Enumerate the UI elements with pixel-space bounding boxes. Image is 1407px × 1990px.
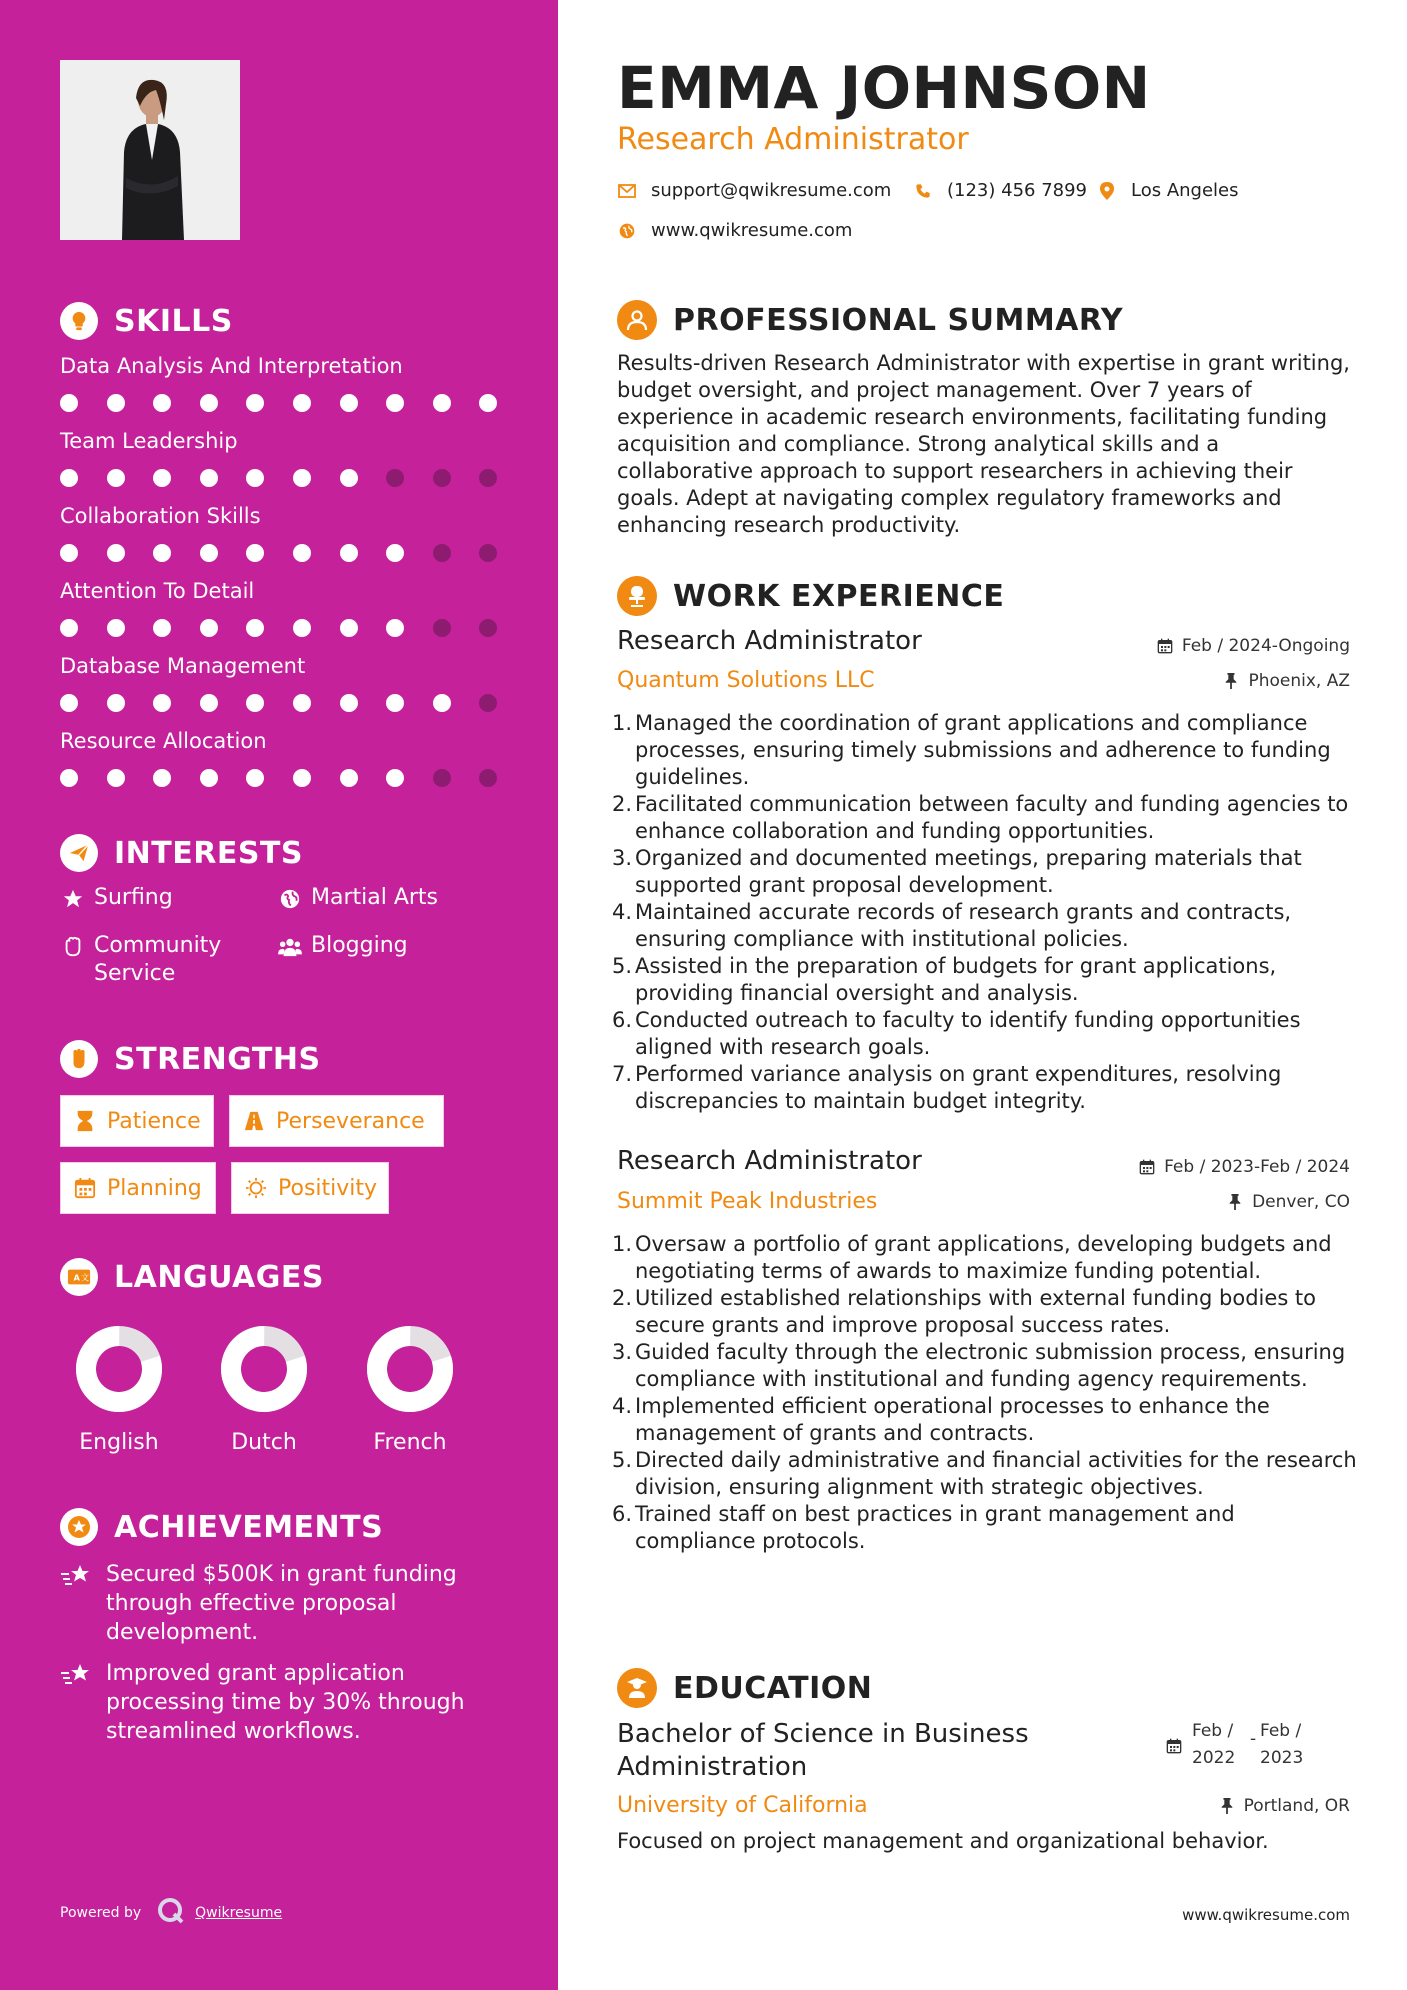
skill-name: Team Leadership: [60, 429, 238, 453]
language-donut: [367, 1326, 453, 1412]
rating-dot-filled: [107, 544, 125, 562]
job-bullet: [612, 1339, 1357, 1393]
svg-text:A: A: [73, 1272, 80, 1283]
interests-title: INTERESTS: [114, 835, 303, 871]
bullet-text: Assisted in the preparation of budgets for grant applications, providing financial oversight and analysis.: [635, 954, 1277, 1005]
calendar-icon: [1166, 1720, 1192, 1772]
rating-dot-filled: [60, 619, 78, 637]
rating-dot-filled: [107, 694, 125, 712]
bullet-text: Trained staff on best practices in grant management and compliance protocols.: [635, 1502, 1235, 1553]
rating-dot-filled: [246, 694, 264, 712]
rating-dot-filled: [386, 394, 404, 412]
qwikresume-logo-icon: [157, 1897, 185, 1929]
education-end: Feb / 2023: [1260, 1721, 1304, 1768]
job-company: Quantum Solutions LLC: [617, 668, 875, 693]
job-bullet: [612, 899, 1357, 953]
envelope-icon: [617, 181, 637, 201]
strength-label: Patience: [107, 1108, 201, 1134]
bullet-text: Implemented efficient operational processes to enhance the management of grants and contracts.: [635, 1394, 1270, 1445]
rating-dot-filled: [340, 619, 358, 637]
sidebar: [0, 0, 558, 1990]
bullet-number: 7.: [612, 1062, 633, 1086]
job-dates-text: Feb / 2023-Feb / 2024: [1164, 1157, 1350, 1177]
users-icon: [277, 934, 303, 960]
bullet-number: 2.: [612, 792, 633, 816]
bullet-text: Facilitated communication between faculty and funding agencies to enhance collaboration and funding opportunities.: [635, 792, 1349, 843]
bullet-text: Performed variance analysis on grant expenditures, resolving discrepancies to maintain budget integrity.: [635, 1062, 1282, 1113]
education-degree: Bachelor of Science in Business Administration: [617, 1719, 1029, 1782]
star-icon: [60, 886, 86, 912]
rating-dot-filled: [340, 544, 358, 562]
job-bullet: [612, 1393, 1357, 1447]
rating-dot-filled: [200, 394, 218, 412]
phone-icon: [913, 181, 933, 201]
job-dates: [1156, 636, 1350, 656]
rating-dot-filled: [200, 619, 218, 637]
rating-dot-filled: [433, 694, 451, 712]
rating-dot-filled: [200, 544, 218, 562]
language-name: English: [79, 1430, 159, 1455]
education-school: University of California: [617, 1793, 868, 1818]
rating-dot-filled: [293, 694, 311, 712]
rating-dot-filled: [479, 394, 497, 412]
rating-dot-filled: [246, 394, 264, 412]
education-heading: [617, 1668, 872, 1708]
shooting-star-icon: [60, 1661, 92, 1693]
strength-label: Planning: [107, 1175, 202, 1201]
powered-by: [60, 1897, 282, 1929]
rating-dot-filled: [200, 769, 218, 787]
job-bullet: [612, 953, 1357, 1007]
rating-dot-empty: [479, 694, 497, 712]
education-dash: -: [1250, 1729, 1257, 1749]
strength-badge: [231, 1162, 389, 1214]
bullet-number: 4.: [612, 900, 633, 924]
experience-heading: [617, 576, 1004, 616]
rating-dot-filled: [60, 694, 78, 712]
job-bullet: [612, 845, 1357, 899]
hand-icon: [60, 934, 86, 960]
skill-name: Collaboration Skills: [60, 504, 261, 528]
bullet-text: Conducted outreach to faculty to identify funding opportunities aligned with research goals.: [635, 1008, 1301, 1059]
bullet-number: 1.: [612, 711, 633, 735]
bullet-number: 3.: [612, 846, 633, 870]
contact-phone: [913, 180, 1087, 201]
rating-dot-filled: [107, 469, 125, 487]
contact-location: [1097, 180, 1239, 201]
skill-name: Data Analysis And Interpretation: [60, 354, 403, 378]
job-bullets: [612, 710, 1357, 1115]
achievement-item: [60, 1560, 500, 1647]
job-company: Summit Peak Industries: [617, 1189, 878, 1214]
achievement-text: Secured $500K in grant funding through effective proposal development.: [106, 1562, 457, 1645]
skill-rating: [60, 769, 500, 787]
briefcase-chair-icon: [617, 576, 657, 616]
skill-item: [60, 502, 500, 562]
achievements-heading: [60, 1508, 383, 1546]
bullet-text: Utilized established relationships with external funding bodies to secure grants and improve proposal success rates.: [635, 1286, 1317, 1337]
strength-badge: [229, 1095, 444, 1147]
job-bullet: [612, 1285, 1357, 1339]
lightbulb-icon: [60, 302, 98, 340]
rating-dot-filled: [153, 769, 171, 787]
interests-heading: [60, 834, 303, 872]
rating-dot-filled: [60, 394, 78, 412]
skill-rating: [60, 469, 500, 487]
rating-dot-filled: [386, 769, 404, 787]
qwikresume-link[interactable]: Qwikresume: [195, 1905, 283, 1921]
job-bullet: [612, 1501, 1357, 1555]
rating-dot-empty: [433, 544, 451, 562]
bullet-text: Organized and documented meetings, preparing materials that supported grant proposal development.: [635, 846, 1302, 897]
job-bullets: [612, 1231, 1357, 1555]
achievement-text: Improved grant application processing time by 30% through streamlined workflows.: [106, 1661, 465, 1744]
svg-text:文: 文: [80, 1272, 90, 1283]
rating-dot-filled: [246, 769, 264, 787]
strength-badge: [60, 1095, 214, 1147]
globe-icon: [617, 221, 637, 241]
rating-dot-filled: [107, 619, 125, 637]
user-icon: [617, 300, 657, 340]
rating-dot-filled: [200, 469, 218, 487]
skill-item: [60, 577, 500, 637]
language-item: [355, 1326, 465, 1455]
rating-dot-empty: [479, 769, 497, 787]
contact-email: [617, 180, 891, 201]
powered-by-text: Powered by: [60, 1905, 142, 1921]
job-bullet: [612, 1447, 1357, 1501]
paper-plane-icon: [60, 834, 98, 872]
language-donut: [221, 1326, 307, 1412]
sun-icon: [244, 1176, 268, 1200]
interest-item: [277, 884, 438, 912]
strength-badge: [60, 1162, 216, 1214]
rating-dot-empty: [433, 619, 451, 637]
rating-dot-filled: [293, 544, 311, 562]
education-title: EDUCATION: [673, 1670, 873, 1706]
rating-dot-empty: [433, 769, 451, 787]
language-item: [209, 1326, 319, 1455]
strengths-heading: [60, 1040, 321, 1078]
contact-website: [617, 220, 852, 241]
skill-rating: [60, 619, 500, 637]
bullet-number: 6.: [612, 1008, 633, 1032]
rating-dot-filled: [60, 544, 78, 562]
profile-photo: [60, 60, 240, 240]
education-location-text: Portland, OR: [1243, 1796, 1350, 1816]
rating-dot-filled: [293, 394, 311, 412]
interest-label: Martial Arts: [311, 885, 439, 910]
skill-item: [60, 652, 500, 712]
language-donut: [76, 1326, 162, 1412]
calendar-icon: [73, 1176, 97, 1200]
skill-rating: [60, 394, 500, 412]
bullet-text: Managed the coordination of grant applications and compliance processes, ensuring timely submissions and adherence to funding guidelines.: [635, 711, 1331, 789]
rating-dot-filled: [107, 769, 125, 787]
language-name: Dutch: [231, 1430, 297, 1455]
calendar-icon: [1138, 1158, 1156, 1176]
rating-dot-filled: [153, 394, 171, 412]
rating-dot-filled: [246, 469, 264, 487]
rating-dot-filled: [340, 394, 358, 412]
strengths-title: STRENGTHS: [114, 1041, 321, 1077]
job-title: Research Administrator: [617, 1146, 922, 1176]
skill-name: Resource Allocation: [60, 729, 267, 753]
summary-title: PROFESSIONAL SUMMARY: [673, 302, 1124, 338]
rating-dot-empty: [479, 544, 497, 562]
skill-name: Attention To Detail: [60, 579, 255, 603]
languages-heading: [60, 1258, 324, 1296]
star-badge-icon: [60, 1508, 98, 1546]
map-pin-icon: [1097, 181, 1117, 201]
skill-item: [60, 427, 500, 487]
candidate-role: Research Administrator: [617, 122, 969, 157]
bullet-text: Oversaw a portfolio of grant applications, developing budgets and negotiating terms of awards to maximize funding potential.: [635, 1232, 1332, 1283]
skills-title: SKILLS: [114, 303, 233, 339]
skill-item: [60, 727, 500, 787]
rating-dot-filled: [246, 619, 264, 637]
languages-title: LANGUAGES: [114, 1259, 324, 1295]
calendar-icon: [1156, 637, 1174, 655]
skill-item: [60, 352, 500, 412]
strength-label: Positivity: [278, 1175, 378, 1201]
fist-icon: [60, 1040, 98, 1078]
pushpin-icon: [1222, 672, 1240, 690]
rating-dot-filled: [386, 619, 404, 637]
interest-item: [277, 932, 408, 960]
job-bullet: [612, 710, 1357, 791]
candidate-name: EMMA JOHNSON: [617, 54, 1151, 122]
rating-dot-filled: [433, 394, 451, 412]
rating-dot-filled: [246, 544, 264, 562]
shooting-star-icon: [60, 1562, 92, 1594]
rating-dot-filled: [107, 394, 125, 412]
translate-icon: [60, 1258, 98, 1296]
road-icon: [242, 1109, 266, 1133]
language-item: [64, 1326, 174, 1455]
education-start: Feb / 2022: [1192, 1721, 1236, 1768]
summary-text: Results-driven Research Administrator with expertise in grant writing, budget oversight, and project management. Over 7 years of experience in academic research environments, facilitating funding acquisition and compliance. Strong analytical skills and a collaborative approach to support researchers in achieving their goals. Adept at navigating complex regulatory frameworks and enhancing research productivity.: [617, 351, 1350, 537]
job-location-text: Phoenix, AZ: [1248, 671, 1350, 691]
skill-rating: [60, 694, 500, 712]
rating-dot-filled: [386, 694, 404, 712]
rating-dot-empty: [386, 469, 404, 487]
bullet-number: 5.: [612, 954, 633, 978]
job-dates: [1138, 1157, 1350, 1177]
rating-dot-filled: [153, 469, 171, 487]
rating-dot-filled: [60, 469, 78, 487]
phone-text: (123) 456 7899: [947, 180, 1088, 201]
job-title: Research Administrator: [617, 626, 922, 656]
rating-dot-filled: [386, 544, 404, 562]
rating-dot-filled: [293, 469, 311, 487]
bullet-number: 3.: [612, 1340, 633, 1364]
skill-name: Database Management: [60, 654, 306, 678]
job-bullet: [612, 1007, 1357, 1061]
strength-label: Perseverance: [276, 1108, 425, 1134]
bullet-number: 1.: [612, 1232, 633, 1256]
rating-dot-filled: [153, 619, 171, 637]
pushpin-icon: [1218, 1797, 1236, 1815]
pushpin-icon: [1226, 1193, 1244, 1211]
bullet-number: 2.: [612, 1286, 633, 1310]
location-text: Los Angeles: [1131, 180, 1239, 201]
language-name: French: [373, 1430, 447, 1455]
job-location-text: Denver, CO: [1252, 1192, 1350, 1212]
job-dates-text: Feb / 2024-Ongoing: [1181, 636, 1350, 656]
achievements-title: ACHIEVEMENTS: [114, 1509, 384, 1545]
job-location: [1226, 1192, 1350, 1212]
education-dates: [1166, 1718, 1303, 1772]
rating-dot-filled: [200, 694, 218, 712]
bullet-text: Maintained accurate records of research grants and contracts, ensuring compliance with institutional policies.: [635, 900, 1292, 951]
interest-label: Blogging: [311, 933, 408, 958]
rating-dot-filled: [340, 694, 358, 712]
rating-dot-filled: [340, 769, 358, 787]
rating-dot-empty: [479, 619, 497, 637]
bullet-text: Directed daily administrative and financial activities for the research division, ensuring alignment with strategic objectives.: [635, 1448, 1357, 1499]
interest-label: Community Service: [94, 933, 222, 986]
skill-rating: [60, 544, 500, 562]
job-bullet: [612, 1231, 1357, 1285]
interest-item: [60, 932, 221, 988]
email-text[interactable]: support@qwikresume.com: [651, 180, 892, 201]
footer-url[interactable]: www.qwikresume.com: [1182, 1906, 1350, 1924]
rating-dot-filled: [153, 544, 171, 562]
rating-dot-empty: [479, 469, 497, 487]
interest-item: [60, 884, 173, 912]
rating-dot-empty: [433, 469, 451, 487]
experience-title: WORK EXPERIENCE: [673, 578, 1005, 614]
education-location: [1218, 1796, 1350, 1816]
bullet-number: 4.: [612, 1394, 633, 1418]
summary-heading: [617, 300, 1123, 340]
rating-dot-filled: [340, 469, 358, 487]
rating-dot-filled: [153, 694, 171, 712]
rating-dot-filled: [293, 619, 311, 637]
bullet-number: 6.: [612, 1502, 633, 1526]
education-description: Focused on project management and organizational behavior.: [617, 1829, 1269, 1853]
job-location: [1222, 671, 1350, 691]
bullet-number: 5.: [612, 1448, 633, 1472]
website-text[interactable]: www.qwikresume.com: [651, 220, 853, 241]
job-bullet: [612, 791, 1357, 845]
interest-label: Surfing: [94, 885, 173, 910]
skills-heading: [60, 302, 233, 340]
rating-dot-filled: [60, 769, 78, 787]
bullet-text: Guided faculty through the electronic submission process, ensuring compliance with institutional and funding agency requirements.: [635, 1340, 1346, 1391]
job-bullet: [612, 1061, 1357, 1115]
globe-icon: [277, 886, 303, 912]
rating-dot-filled: [293, 769, 311, 787]
graduation-cap-icon: [617, 1668, 657, 1708]
hourglass-icon: [73, 1109, 97, 1133]
achievement-item: [60, 1659, 500, 1746]
